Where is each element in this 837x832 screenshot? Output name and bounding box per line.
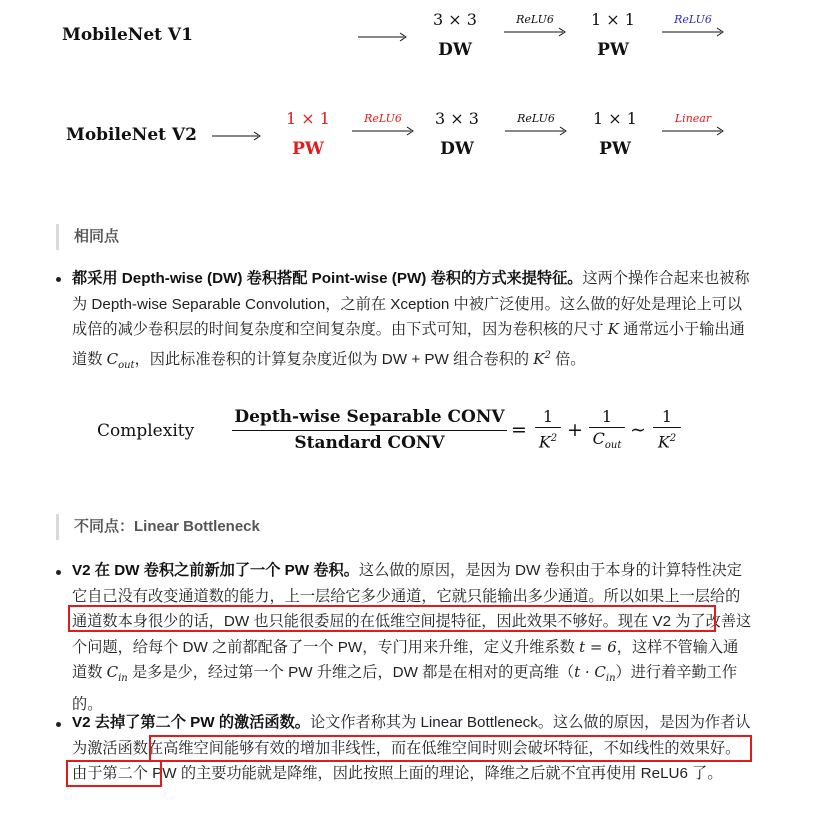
v1-label: MobileNet V1 — [62, 25, 193, 45]
v2-pw2-kernel: 1 × 1 — [593, 109, 637, 128]
symbol-t-c-in: $t \cdot C_{in}$ — [574, 663, 616, 684]
diff-bullet-1-text-2: ，这样不管输入通道数 — [72, 638, 739, 681]
formula-equals: = — [511, 419, 527, 441]
highlight-box-activation-high-dim — [149, 735, 752, 762]
formula-sim: ∼ — [630, 419, 646, 441]
diff-bullet-1 — [72, 558, 752, 717]
v1-relu-arrow-1 — [504, 15, 566, 45]
formula-numerator: Depth-wise Separable CONV — [234, 407, 505, 427]
v2-activation-label-2: ReLU6 — [517, 112, 555, 125]
v1-op-pw — [583, 10, 643, 62]
formula-plus: + — [567, 419, 583, 441]
v2-pw2-name: PW — [599, 139, 631, 159]
v2-input-arrow — [212, 130, 262, 142]
formula-denominator: Standard CONV — [294, 433, 445, 453]
v2-pw1-name: PW — [292, 139, 324, 159]
bullet-dot — [56, 570, 61, 575]
similar-bullet-bold: 都采用 Depth-wise (DW) 卷积搭配 Point-wise (PW) 卷积的方式来提特征。 — [72, 270, 583, 287]
symbol-k-squared: $K^2$ — [533, 349, 551, 368]
symbol-t-equals-6: t = 6 — [579, 637, 617, 656]
similar-bullet-text-1: 这两个操作合起来也被称为 Depth-wise Separable Convolution，之前在 Xception 中被广泛使用。这么做的好处是理论上可以成倍的减少卷积层的时间复杂度和空间复杂度。由下式可知，因为卷积核的尺寸 — [72, 270, 750, 338]
highlight-box-linear-better — [66, 760, 162, 787]
v2-relu-arrow-1 — [352, 114, 414, 144]
v2-dw-name: DW — [440, 139, 474, 159]
v1-dw-name: DW — [438, 40, 472, 60]
v1-dw-kernel: 3 × 3 — [433, 10, 477, 29]
section-diff-heading: 不同点：Linear Bottleneck — [56, 514, 260, 540]
diff-bullet-2-text: 论文作者称其为 Linear Bottleneck。这么做的原因，是因为作者认为激活函数在高维空间能够有效的增加非线性，而在低维空间时则会破坏特征，不如线性的效果好。由于第二个 PW 的主要功能就是降维，因此按照上面的理论，降维之后就不宜再使用 ReLU6 了。 — [72, 714, 751, 782]
diff-bullet-1-text-4: ）进行着辛勤工作的。 — [72, 664, 738, 713]
v2-activation-label-1: ReLU6 — [364, 112, 402, 125]
v2-label: MobileNet V2 — [66, 125, 197, 145]
v1-op-dw — [425, 10, 485, 62]
v2-op-dw — [427, 109, 487, 161]
v1-activation-label-2: ReLU6 — [674, 13, 712, 26]
similar-bullet-text-2: 通常远小于输出通道数 — [72, 321, 745, 368]
diff-bullet-1-bold: V2 在 DW 卷积之前新加了一个 PW 卷积。 — [72, 562, 359, 579]
v1-relu-arrow-2 — [662, 15, 724, 45]
section-similar-heading: 相同点 — [56, 224, 119, 250]
similar-bullet-text-4: 倍。 — [555, 350, 586, 368]
v1-activation-label-1: ReLU6 — [516, 13, 554, 26]
diff-bullet-2-bold: V2 去掉了第二个 PW 的激活函数。 — [72, 714, 310, 731]
formula-term-3: 1 $K^2$ — [653, 407, 681, 453]
symbol-k: K — [607, 320, 620, 338]
formula-lhs: Complexity — [97, 421, 195, 441]
v2-dw-kernel: 3 × 3 — [435, 109, 479, 128]
similar-bullet — [72, 266, 752, 378]
symbol-c-out: $C_{out}$ — [106, 349, 135, 371]
bullet-dot — [56, 277, 61, 282]
v1-pw-name: PW — [597, 40, 629, 60]
v2-pw1-kernel: 1 × 1 — [286, 109, 330, 128]
symbol-c-in: $C_{in}$ — [106, 663, 128, 684]
v2-linear-arrow — [662, 114, 724, 144]
v2-op-pw-project — [585, 109, 645, 161]
diff-bullet-1-text-3: 是多是少，经过第一个 PW 升维之后，DW 都是在相对的更高维（ — [131, 664, 575, 681]
v2-activation-label-3: Linear — [674, 112, 712, 125]
bullet-dot — [56, 722, 61, 727]
highlight-box-low-dim-channels — [68, 605, 716, 632]
similar-bullet-text-3: ，因此标准卷积的计算复杂度近似为 DW + PW 组合卷积的 — [134, 350, 530, 368]
formula-term-1: 1 $K^2$ — [535, 407, 561, 453]
v2-relu-arrow-2 — [505, 114, 567, 144]
v1-pw-kernel: 1 × 1 — [591, 10, 635, 29]
diff-bullet-1-text-1: 这么做的原因，是因为 DW 卷积由于本身的计算特性决定它自己没有改变通道数的能力，上一层给它多少通道，它就只能输出多少通道。所以如果上一层给的通道数本身很少的话，DW 也只能很委屈的在低维空间提特征，因此效果不够好。现在 V2 为了改善这个问题，给每个 DW 之前都配备了一个 PW，专门用来升维，定义升维系数 — [72, 562, 752, 656]
formula-term-2: 1 $C_{out}$ — [589, 407, 625, 457]
v1-input-arrow — [358, 31, 408, 43]
v2-op-pw-expand — [278, 109, 338, 161]
formula-main-fraction — [232, 405, 507, 454]
